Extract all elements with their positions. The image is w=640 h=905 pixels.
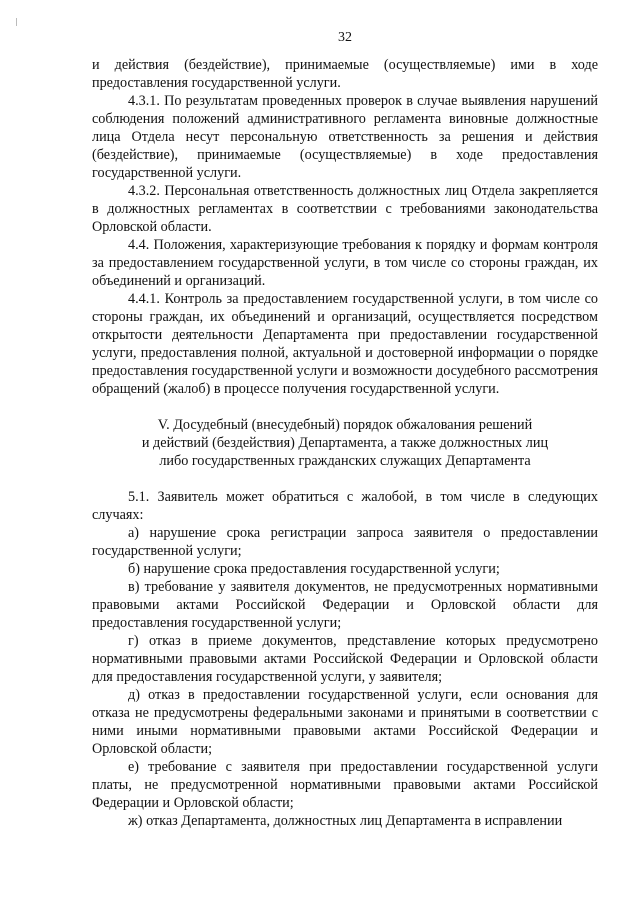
paragraph-4-3-2: 4.3.2. Персональная ответственность должностных лиц Отдела закрепляется в должностных регламентах в соответствии с требованиями законодательства Орловской области. <box>92 183 598 235</box>
list-item-a: а) нарушение срока регистрации запроса заявителя о предоставлении государственной услуги; <box>92 525 598 559</box>
paragraph-continuation: и действия (бездействие), принимаемые (осуществляемые) ими в ходе предоставления государственной услуги. <box>92 57 598 91</box>
section-heading-line: и действий (бездействия) Департамента, а также должностных лиц <box>141 435 549 451</box>
spacer <box>92 398 598 416</box>
document-body <box>92 56 598 830</box>
paragraph-4-4: 4.4. Положения, характеризующие требования к порядку и формам контроля за предоставлением государственной услуги, в том числе со стороны граждан, их объединений и организаций. <box>92 237 598 289</box>
paragraph-4-4-1: 4.4.1. Контроль за предоставлением государственной услуги, в том числе со стороны граждан, их объединений и организаций, осуществляется посредством открытости деятельности Департамента при предоставлении государственной услуги, предоставления полной, актуальной и достоверной информации о порядке предоставления государственной услуги и возможности досудебного рассмотрения обращений (жалоб) в процессе получения государственной услуги. <box>92 291 598 397</box>
list-item-zh: ж) отказ Департамента, должностных лиц Департамента в исправлении <box>128 813 563 829</box>
list-item-d: д) отказ в предоставлении государственной услуги, если основания для отказа не предусмотрены федеральными законами и принятыми в соответствии с ними иными нормативными правовыми актами Российской Федерации и Орловской области; <box>92 687 598 757</box>
section-heading <box>92 416 598 470</box>
section-heading-line: либо государственных гражданских служащих Департамента <box>159 453 531 469</box>
list-item-v: в) требование у заявителя документов, не предусмотренных нормативными правовыми актами Российской Федерации и Орловской области для предоставления государственной услуги; <box>92 579 598 631</box>
section-heading-line: V. Досудебный (внесудебный) порядок обжалования решений <box>157 417 533 433</box>
spacer <box>92 470 598 488</box>
list-item-g: г) отказ в приеме документов, представление которых предусмотрено нормативными правовыми актами Российской Федерации и Орловской области для предоставления государственной услуги, у заявителя; <box>92 633 598 685</box>
list-item-e: е) требование с заявителя при предоставлении государственной услуги платы, не предусмотренной нормативными правовыми актами Российской Федерации и Орловской области; <box>92 759 598 811</box>
page-number: 32 <box>338 30 352 45</box>
list-item-b: б) нарушение срока предоставления государственной услуги; <box>128 561 500 577</box>
paragraph-5-1: 5.1. Заявитель может обратиться с жалобой, в том числе в следующих случаях: <box>92 489 598 523</box>
paragraph-4-3-1: 4.3.1. По результатам проведенных проверок в случае выявления нарушений соблюдения положений административного регламента виновные должностные лица Отдела несут персональную ответственность за решения и действия (бездействие), принимаемые (осуществляемые) в ходе предоставления государственной услуги. <box>92 93 598 181</box>
scan-artifact <box>16 18 17 26</box>
